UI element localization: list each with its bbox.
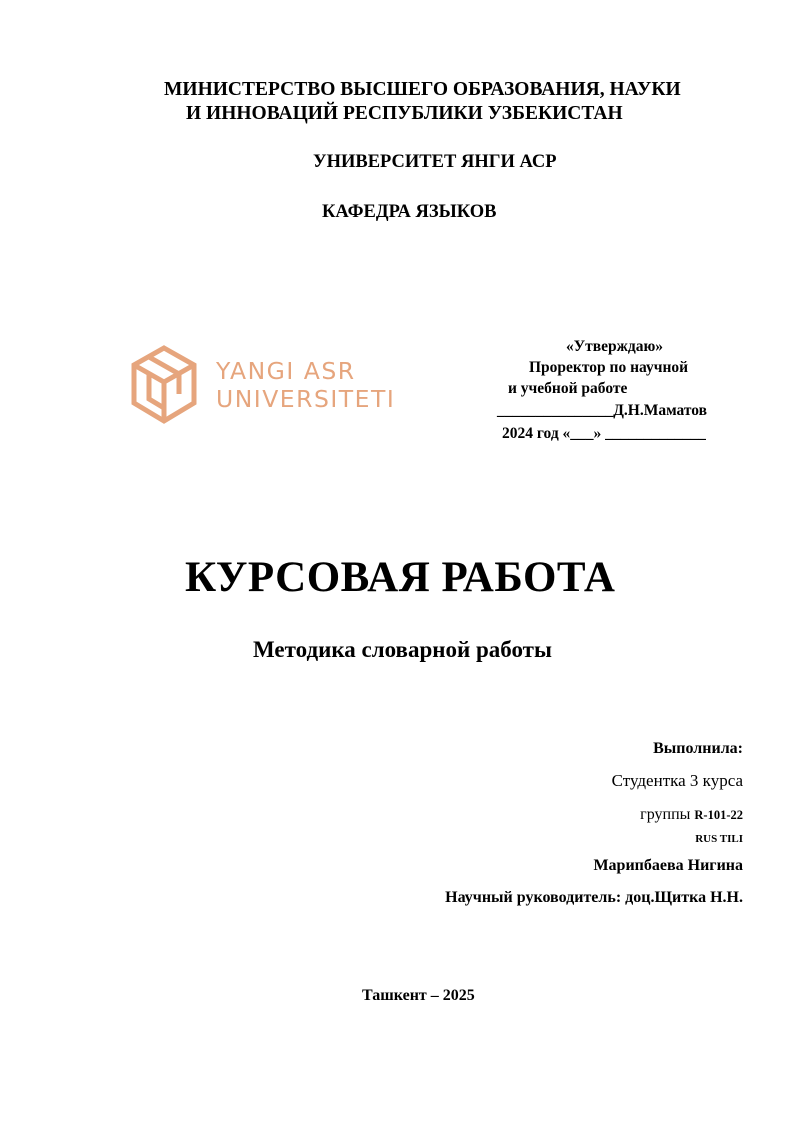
author-course: Студентка 3 курса — [611, 771, 743, 790]
logo-text-line-1: YANGI ASR — [216, 357, 356, 385]
university-name: УНИВЕРСИТЕТ ЯНГИ АСР — [313, 152, 557, 172]
group-label: группы — [640, 806, 691, 823]
supervisor-line: Научный руководитель: доц.Щитка Н.Н. — [445, 889, 743, 906]
approval-line-1: Проректор по научной — [529, 359, 689, 376]
author-label: Выполнила: — [653, 740, 743, 757]
city-year: Ташкент – 2025 — [362, 987, 475, 1004]
department-name: КАФЕДРА ЯЗЫКОВ — [322, 202, 497, 222]
approval-signature-line: _______________Д.Н.Маматов — [497, 402, 708, 419]
document-subtitle: Методика словарной работы — [253, 637, 552, 662]
document-title: КУРСОВАЯ РАБОТА — [185, 554, 616, 601]
author-group — [640, 806, 743, 824]
author-name: Марипбаева Нигина — [593, 857, 743, 874]
logo-text-line-2: UNIVERSITETI — [216, 385, 396, 413]
university-logo — [128, 344, 400, 426]
approval-line-2: и учебной работе — [508, 380, 628, 397]
group-code: R-101-22 — [694, 808, 743, 822]
approval-date-line: 2024 год «___» _____________ — [502, 425, 706, 442]
author-language: RUS TILI — [695, 833, 743, 845]
ministry-line-1: МИНИСТЕРСТВО ВЫСШЕГО ОБРАЗОВАНИЯ, НАУКИ — [164, 79, 681, 100]
ministry-line-2: И ИННОВАЦИЙ РЕСПУБЛИКИ УЗБЕКИСТАН — [186, 103, 623, 124]
cube-logo-icon — [128, 344, 200, 426]
approval-title: «Утверждаю» — [566, 338, 664, 355]
